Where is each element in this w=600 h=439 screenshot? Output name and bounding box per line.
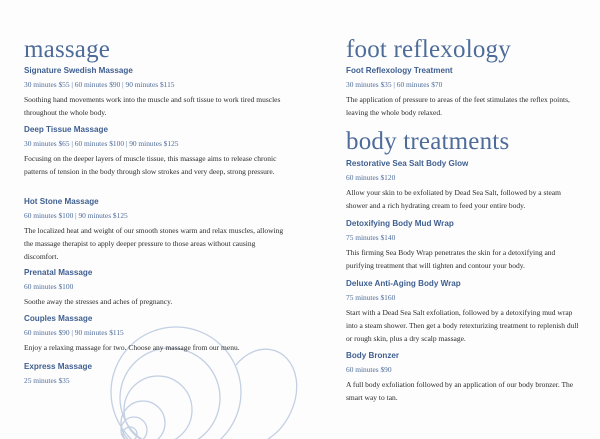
item-prices: 60 minutes $90 bbox=[346, 365, 392, 374]
item-name: Detoxifying Body Mud Wrap bbox=[346, 219, 454, 228]
item-description: A full body exfoliation followed by an application of our body bronzer. The smart way to tan. bbox=[346, 380, 574, 402]
item-description: The localized heat and weight of our smooth stones warm and relax muscles, allowing the massage therapist to apply deeper pressure to those areas without causing discomfort. bbox=[24, 226, 284, 261]
body-treatments-heading: body treatments bbox=[346, 128, 510, 155]
item-name: Foot Reflexology Treatment bbox=[346, 66, 453, 75]
menu-item bbox=[24, 362, 288, 386]
item-prices: 60 minutes $100 bbox=[24, 282, 74, 291]
item-name: Hot Stone Massage bbox=[24, 197, 99, 206]
item-description: The application of pressure to areas of the feet stimulates the reflex points, leaving the whole body relaxed. bbox=[346, 95, 570, 117]
item-name: Couples Massage bbox=[24, 314, 93, 323]
menu-item bbox=[24, 125, 288, 179]
item-name: Deluxe Anti-Aging Body Wrap bbox=[346, 279, 461, 288]
item-prices: 75 minutes $160 bbox=[346, 293, 396, 302]
item-prices: 25 minutes $35 bbox=[24, 376, 70, 385]
menu-item bbox=[24, 314, 288, 355]
item-description: Enjoy a relaxing massage for two. Choose any massage from our menu. bbox=[24, 343, 240, 352]
item-description: Focusing on the deeper layers of muscle tissue, this massage aims to release chronic patterns of tension in the body through slow strokes and very deep, strong pressure. bbox=[24, 154, 277, 176]
item-prices: 30 minutes $55 | 60 minutes $90 | 90 minutes $115 bbox=[24, 80, 175, 89]
item-prices: 30 minutes $65 | 60 minutes $100 | 90 minutes $125 bbox=[24, 139, 179, 148]
menu-item bbox=[24, 268, 288, 309]
item-description: Allow your skin to be exfoliated by Dead Sea Salt, followed by a steam shower and a rich hydrating cream to feed your entire body. bbox=[346, 188, 561, 210]
item-prices: 60 minutes $100 | 90 minutes $125 bbox=[24, 211, 128, 220]
menu-item bbox=[346, 66, 582, 120]
item-prices: 60 minutes $90 | 90 minutes $115 bbox=[24, 328, 124, 337]
item-prices: 60 minutes $120 bbox=[346, 173, 396, 182]
item-description: This firming Sea Body Wrap penetrates the skin for a detoxifying and purifying treatment that will tighten and contour your body. bbox=[346, 248, 556, 270]
menu-item bbox=[24, 197, 288, 263]
item-prices: 75 minutes $140 bbox=[346, 233, 396, 242]
item-name: Express Massage bbox=[24, 362, 92, 371]
item-name: Body Bronzer bbox=[346, 351, 400, 360]
menu-item bbox=[346, 351, 582, 405]
item-description: Soothe away the stresses and aches of pregnancy. bbox=[24, 297, 173, 306]
item-prices: 30 minutes $35 | 60 minutes $70 bbox=[346, 80, 443, 89]
menu-item bbox=[346, 279, 582, 345]
menu-item bbox=[24, 66, 288, 120]
massage-heading: massage bbox=[24, 36, 111, 63]
foot-reflexology-heading: foot reflexology bbox=[346, 36, 511, 63]
item-name: Restorative Sea Salt Body Glow bbox=[346, 159, 469, 168]
item-name: Signature Swedish Massage bbox=[24, 66, 133, 75]
item-name: Prenatal Massage bbox=[24, 268, 93, 277]
menu-item bbox=[346, 219, 582, 273]
item-description: Start with a Dead Sea Salt exfoliation, followed by a detoxifying mud wrap into a steam shower. Then get a body retexturizing treatment to replenish dull or rough skin, plus a dry scalp massage. bbox=[346, 308, 579, 343]
item-name: Deep Tissue Massage bbox=[24, 125, 108, 134]
menu-item bbox=[346, 159, 582, 213]
item-description: Soothing hand movements work into the muscle and soft tissue to work tired muscles throughout the whole body. bbox=[24, 95, 281, 117]
